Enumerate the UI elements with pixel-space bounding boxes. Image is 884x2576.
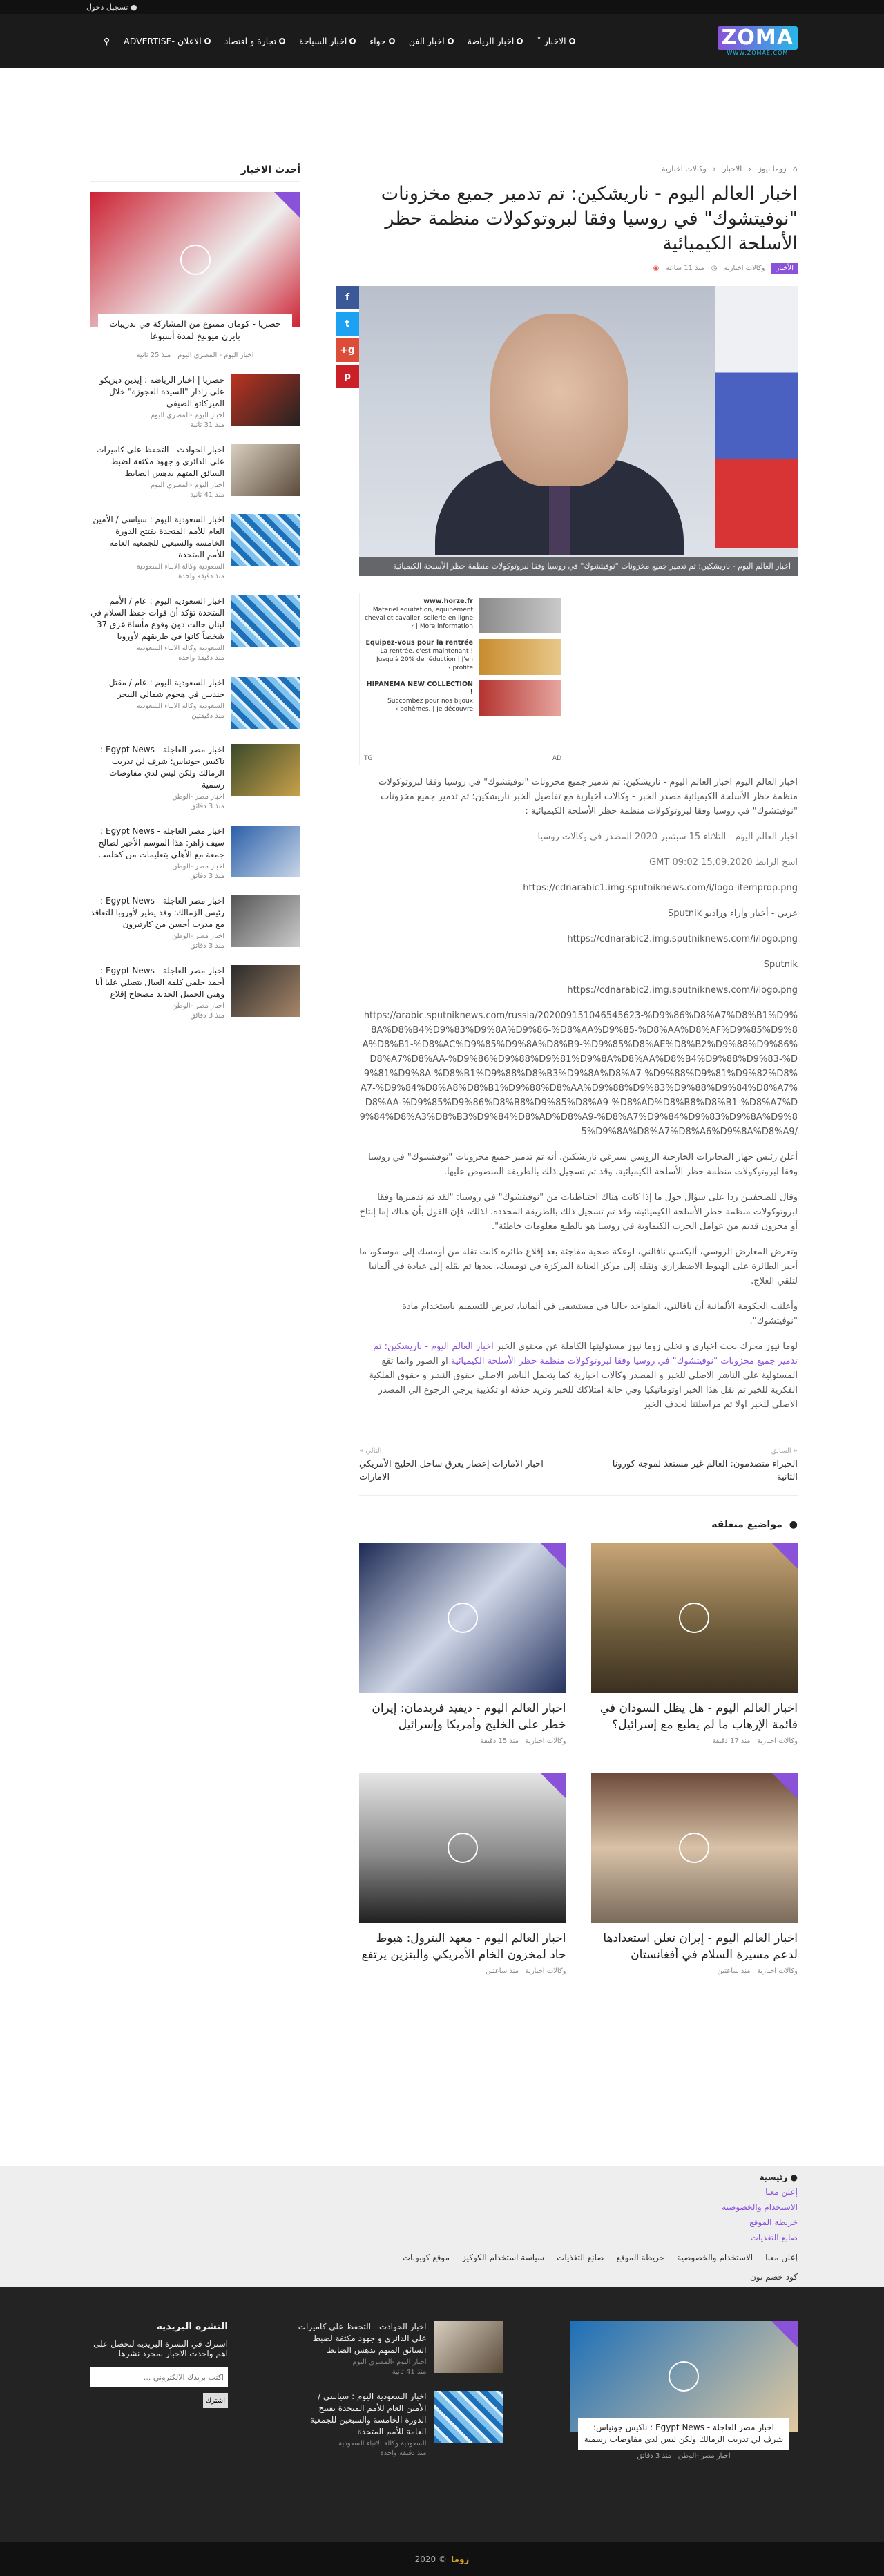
- footer-link[interactable]: إعلن معنا: [765, 2253, 798, 2262]
- circle-icon: [204, 38, 211, 44]
- related-thumb: [359, 1543, 566, 1693]
- circle-icon: [279, 38, 285, 44]
- ad-row[interactable]: www.horze.fr Materiel equitation, equipement cheval et cavalier, sellerie en ligne | More information ›: [360, 593, 566, 635]
- sidebar-item[interactable]: حصريا | اخبار الرياضة : إيدين ديزيكو على رادار "السيدة العجوزة" خلال الميركاتو الصيفي اخبار اليوم -المصري اليوم منذ 31 ثانية: [90, 374, 300, 429]
- circle-icon: [349, 38, 356, 44]
- footer-link[interactable]: خريطة الموقع: [749, 2217, 798, 2227]
- breadcrumb-home[interactable]: زوما نيوز: [758, 164, 787, 173]
- advertisement[interactable]: www.horze.fr Materiel equitation, equipement cheval et cavalier, sellerie en ligne | More information › Equipez-vous pour la rentrée La rentrée, c'est maintenant ! Jusqu'à 20% de réduction | J'en profite › HIPANEMA NEW COLLECTION ! Succombez pour nos bijoux bohèmes. | Je découvre › AD TG: [359, 593, 566, 765]
- footer-link[interactable]: خريطة الموقع: [616, 2253, 665, 2262]
- footer-link[interactable]: إعلن معنا: [765, 2187, 798, 2197]
- top-bar: [0, 0, 884, 14]
- newsletter-subscribe-button[interactable]: اشترك: [203, 2393, 228, 2408]
- article-title: اخبار العالم اليوم - ناريشكين: تم تدمير جميع مخزونات "نوفيتشوك" في روسيا وفقا لبروتوكولات منظمة حظر الأسلحة الكيميائية: [381, 183, 798, 254]
- related-card[interactable]: اخبار العالم اليوم - هل يظل السودان في قائمة الإرهاب ما لم يطبع مع إسرائيل؟ وكالات اخبارية منذ 17 دقيقة: [591, 1543, 798, 1745]
- nav-item-art[interactable]: اخبار الفن: [409, 36, 454, 46]
- nav-item-hawaa[interactable]: حواء: [369, 36, 395, 46]
- share-bar: [336, 286, 359, 388]
- sidebar-item[interactable]: اخبار مصر العاجلة - Egypt News : سيف زاهر: هذا الموسم الأخير لصالح جمعة مع الأهلي بتعليمات من كحلمب اخبار مصر -الوطن منذ 3 دقائق: [90, 826, 300, 880]
- article-meta: [359, 263, 798, 274]
- circle-icon: ●: [790, 2173, 798, 2182]
- play-icon: [448, 1833, 478, 1863]
- related-card[interactable]: اخبار العالم اليوم - معهد البترول: هبوط حاد لمخزون الخام الأمريكي والبنزين يرتفع وكالات اخبارية منذ ساعتين: [359, 1773, 566, 1975]
- sidebar-item[interactable]: اخبار السعودية اليوم : عام / الأمم المتحدة تؤكد أن قوات حفظ السلام في لبنان حالت دون وقوع مأساة غرق 37 شخصاً كانوا في طريقهم لأوروبا السعودية وكالة الانباء السعودية منذ دقيقة واحدة: [90, 595, 300, 662]
- footer-item[interactable]: اخبار السعودية اليوم : سياسي / الأمين العام للأمم المتحدة يفتتح الدورة الخامسة والسبعين للجمعية العامة للأمم المتحدة السعودية وكالة الانباء السعودية منذ دقيقة واحدة: [296, 2391, 503, 2457]
- source-link[interactable]: وكالات اخبارية: [724, 265, 765, 272]
- footer-widgets: [0, 2287, 884, 2542]
- newsletter-email-input[interactable]: [90, 2367, 228, 2387]
- home-icon: ⌂: [793, 164, 798, 173]
- breadcrumb-news[interactable]: الاخبار: [722, 164, 742, 173]
- prev-next-nav: [359, 1433, 798, 1496]
- chevron-down-icon: ˅: [537, 35, 541, 46]
- publish-time: منذ 11 ساعة: [666, 265, 704, 272]
- related-thumb: [591, 1773, 798, 1923]
- portrait-photo: [490, 314, 628, 486]
- breadcrumb-agencies[interactable]: وكالات اخبارية: [662, 164, 707, 173]
- nav-item-sports[interactable]: اخبار الرياضة: [468, 36, 523, 46]
- nav-item-tourism[interactable]: اخبار السياحة: [299, 36, 356, 46]
- ad-row[interactable]: HIPANEMA NEW COLLECTION ! Succombez pour nos bijoux bohèmes. | Je découvre ›: [360, 676, 566, 718]
- related-thumb: [359, 1773, 566, 1923]
- footer-links: [0, 2166, 884, 2287]
- footer-link[interactable]: الاستخدام والخصوصية: [677, 2253, 753, 2262]
- previous-article-link[interactable]: « السابق الخبراء متصدمون: العالم غير مستعد لموجة كورونا الثانية: [612, 1447, 798, 1482]
- article-image: [359, 286, 798, 576]
- footer-featured[interactable]: اخبار مصر العاجلة - Egypt News : ناكيس جونياس: شرف لي تدريب الزمالك ولكن ليس لدي مفاوضات رسمية اخبار مصر -الوطن منذ 3 دقائق: [570, 2321, 798, 2460]
- article-text: اخبار العالم اليوم اخبار العالم اليوم - ناريشكين: تم تدمير جميع مخزونات "نوفيتشوك" في روسيا وفقا لبروتوكولات منظمة حظر الأسلحة الكيميائية مصدر الخبر - وكالات اخبارية مع تفاصيل الخبر ناريشكين: تم تدمير جميع مخزونات "نوفيتشوك" في روسيا وفقا لبروتوكولات منظمة حظر الأسلحة الكيميائية : اخبار العالم اليوم - الثلاثاء 15 سبتمبر 2020 المصدر في وكالات روسيا اسخ الرابط GMT 09:02 15.09.2020 https://cdnarabic1.img.sputniknews.com/i/logo-itemprop.png عربي - أخبار وآراء وراديو Sputnik https://cdnarabic2.img.sputniknews.com/i/logo.png Sputnik https://cdnarabic2.img.sputniknews.com/i/logo.png https://arabic.sputniknews.com/russia/202009151046545623-%D9%86%D8%A7%D8%B1%D9%8A%D8%B4%D9%83%D9%8A%D9%86-%D8%AA%D9%85-%D8%AA%D8%AF%D9%85%D9%8A%D8%B1-%D8%AC%D9%85%D9%8A%D8%B9-%D9%85%D8%AE%D8%B2%D9%88%D9%86%D8%A7%D8%AA-%D9%86%D9%88%D9%81%D9%8A%D8%AA%D8%B4%D9%88%D9%83-%D9%81%D9%8A-%D8%B1%D9%88%D8%B3%D9%8A%D8%A7-%D9%88%D9%81%D9%82%D8%A7-%D9%84%D8%A8%D8%B1%D9%88%D8%AA%D9%88%D9%83%D9%88%D9%84%D8%A7%D8%AA-%D9%85%D9%86%D8%B8%D9%85%D8%A9-%D8%AD%D8%B8%D8%B1-%D8%A7%D9%84%D8%A3%D8%B3%D9%84%D8%AD%D8%A9-%D8%A7%D9%84%D9%83%D9%8A%D9%85%D9%8A%D8%A7%D8%A6%D9%8A%D8%A9/ أعلن رئيس جهاز المخابرات الخارجية الروسي سيرغي ناريشكين، أنه تم تدمير جميع مخزونات "نوفيتشوك" في روسيا وفقا لبروتوكولات منظمة حظر الأسلحة الكيميائية، وقد تم تسجيل ذلك بالطريقة المنصوص عليها. وقال للصحفيين ردا على سؤال حول ما إذا كانت هناك احتياطيات من "نوفيتشوك" في روسيا: "لقد تم تدميرها وفقا لبروتوكولات منظمة حظر الأسلحة الكيميائية، وقد تم تسجيل ذلك بالطريقة المحددة. لذلك، فإن القول بأن هناك إما إنتاج أو مخزون قديم من عوامل الحرب الكيماوية في روسيا هو بالطبع معلومات خاطئة". وتعرض المعارض الروسي، أليكسي نافالني، لوعكة صحية مفاجئة بعد إقلاع طائرة كانت تقله من أومسك إلى موسكو، ما أجبر الطائرة على الهبوط الاضطراري ونقله إلى مركز العناية المركزة في تومسك، بعدها تم نقله إلى عيادة في ألمانيا لتلقي العلاج. وأعلنت الحكومة الألمانية أن نافالني، المتواجد حاليا في مستشفى في ألمانيا، تعرض للتسميم باستخدام مادة "نوفيتشوك". لوما نيوز محرك بحث اخباري و تخلي زوما نيوز مسئوليتها الكاملة عن محتوي الخبر اخبار العالم اليوم - ناريشكين: تم تدمير جميع مخزونات "نوفيتشوك" في روسيا وفقا لبروتوكولات منظمة حظر الأسلحة الكيميائية او الصور وانما تقع المسئولية على الناشر الاصلي للخبر و المصدر وكالات اخبارية كما يتحمل الناشر الاصلي حقوق النشر و حقوق الملكية الفكرية للخبر تم نقل هذا الخبر اوتوماتيكيا وفي حالة امتلاكك للخبر وتريد حذفة او تكذيبة يرجي الرجوع الي المصدر الاصلي للخبر اولا ثم مراسلتنا لحذف الخبر: [359, 765, 798, 1412]
- hot-icon: ◉: [653, 265, 660, 272]
- play-icon: [679, 1603, 709, 1633]
- breadcrumb: ⌂ زوما نيوز ‹ الاخبار ‹ وكالات اخبارية: [662, 164, 798, 173]
- ad-image: [479, 680, 561, 716]
- play-icon: [448, 1603, 478, 1633]
- twitter-share-icon[interactable]: t: [336, 312, 359, 336]
- googleplus-share-icon[interactable]: g+: [336, 338, 359, 362]
- sidebar-title: أحدث الاخبار: [90, 164, 300, 182]
- nav-item-news[interactable]: الاخبار ˅: [537, 36, 575, 46]
- sidebar-item[interactable]: اخبار السعودية اليوم : عام / مقتل جنديين في هجوم شمالي النيجر السعودية وكالة الانباء السعودية منذ دقيقتين: [90, 677, 300, 729]
- disclaimer: لوما نيوز محرك بحث اخباري و تخلي زوما نيوز مسئوليتها الكاملة عن محتوي الخبر اخبار العالم اليوم - ناريشكين: تم تدمير جميع مخزونات "نوفيتشوك" في روسيا وفقا لبروتوكولات منظمة حظر الأسلحة الكيميائية او الصور وانما تقع المسئولية على الناشر الاصلي للخبر و المصدر وكالات اخبارية كما يتحمل الناشر الاصلي حقوق النشر و حقوق الملكية الفكرية للخبر تم نقل هذا الخبر اوتوماتيكيا وفي حالة امتلاكك للخبر وتريد حذفة او تكذيبة يرجي الرجوع الي المصدر الاصلي للخبر اولا ثم مراسلتنا لحذف الخبر: [369, 1342, 798, 1410]
- login-link[interactable]: ● تسجيل دخول: [86, 2, 137, 12]
- article-body-wrap: [340, 286, 798, 1412]
- article-main: [340, 95, 798, 1975]
- facebook-share-icon[interactable]: f: [336, 286, 359, 309]
- related-icon: ●: [789, 1519, 798, 1530]
- circle-icon: [389, 38, 395, 44]
- ad-choices-icon[interactable]: AD: [552, 755, 561, 762]
- image-caption: اخبار العالم اليوم - ناريشكين: تم تدمير جميع مخزونات "نوفيتشوك" في روسيا وفقا لبروتوكولات منظمة حظر الأسلحة الكيميائية: [359, 557, 798, 576]
- nav-item-economy[interactable]: تجارة و اقتصاد: [224, 36, 285, 46]
- footer-logo[interactable]: زوما: [451, 2554, 470, 2564]
- sidebar-latest: [90, 95, 300, 1020]
- russian-flag: [715, 286, 798, 548]
- category-badge[interactable]: الأخبار: [771, 263, 798, 274]
- footer-item[interactable]: اخبار الحوادث - التحفظ على كاميرات على الدائري و جهود مكثفة لضبط السائق المتهم بدهس الضابط اخبار اليوم -المصري اليوم منذ 41 ثانية: [296, 2321, 503, 2376]
- play-icon: [180, 245, 211, 275]
- copyright-text: © 2020: [414, 2554, 448, 2564]
- sidebar-item[interactable]: اخبار الحوادث - التحفظ على كاميرات على الدائري و جهود مكثفة لضبط السائق المتهم بدهس الضابط اخبار اليوم -المصري اليوم منذ 41 ثانية: [90, 444, 300, 499]
- related-grid: [359, 1543, 798, 1975]
- search-icon[interactable]: ⚲: [104, 35, 110, 46]
- footer-link[interactable]: صانع التغذيات: [557, 2253, 604, 2262]
- play-icon: [679, 1833, 709, 1863]
- related-card[interactable]: اخبار العالم اليوم - إيران تعلن استعدادها لدعم مسيرة السلام في أفغانستان وكالات اخبارية منذ ساعتين: [591, 1773, 798, 1975]
- footer-link[interactable]: صانع التغذيات: [750, 2233, 798, 2242]
- circle-icon: [517, 38, 523, 44]
- footer-link[interactable]: سياسة استخدام الكوكيز: [462, 2253, 545, 2262]
- article-link[interactable]: اخبار العالم اليوم - ناريشكين: تم تدمير جميع مخزونات "نوفيتشوك" في روسيا وفقا لبروتوكولات منظمة حظر الأسلحة الكيميائية: [373, 1342, 798, 1366]
- footer-home[interactable]: ● رئيسية: [759, 2173, 798, 2182]
- site-header: [0, 14, 884, 68]
- sidebar-item[interactable]: اخبار مصر العاجلة - Egypt News : رئيس الزمالك: وقد يطير لأوروبا للتعاقد مع مدرب أحسن من كارتيرون اخبار مصر -الوطن منذ 3 دقائق: [90, 895, 300, 950]
- related-card[interactable]: اخبار العالم اليوم - ديفيد فريدمان: إيران خطر على الخليج وأمريكا وإسرائيل وكالات اخبارية منذ 15 دقيقة: [359, 1543, 566, 1745]
- footer-row: [86, 2253, 798, 2262]
- pinterest-share-icon[interactable]: p: [336, 365, 359, 388]
- ad-image: [479, 598, 561, 633]
- sidebar-featured[interactable]: حصريا - كومان ممنوع من المشاركة في تدريبات بايرن ميونيخ لمدة أسبوعا اخبار اليوم - المصري اليوم منذ 25 ثانية: [90, 192, 300, 359]
- related-section-title: ● مواضيع متعلقة: [359, 1519, 798, 1530]
- circle-icon: [569, 38, 575, 44]
- newsletter: النشرة البريدية اشترك في النشرة البريدية لتحصل على اهم واحدث الاخبار بمجرد نشرها اكتب بريدك الالكتروني ... اشترك: [86, 2321, 228, 2460]
- footer-link[interactable]: الاستخدام والخصوصية: [722, 2202, 798, 2212]
- site-logo[interactable]: ZOMA WWW.ZOMAE.COM: [718, 26, 798, 56]
- sidebar-item[interactable]: اخبار السعودية اليوم : سياسي / الأمين العام للأمم المتحدة يفتتح الدورة الخامسة والسبعين للجمعية العامة للأمم المتحدة السعودية وكالة الانباء السعودية منذ دقيقة واحدة: [90, 514, 300, 580]
- next-article-link[interactable]: التالي » اخبار الامارات إعصار يغرق ساحل الخليج الأمريكي الامارات: [359, 1447, 544, 1482]
- sidebar-item[interactable]: اخبار مصر العاجلة - Egypt News : ناكيس جونياس: شرف لي تدريب الزمالك ولكن ليس لدي مفاوضات رسمية اخبار مصر -الوطن منذ 3 دقائق: [90, 744, 300, 810]
- clock-icon: ◷: [711, 265, 718, 272]
- ad-image: [479, 639, 561, 675]
- featured-thumb: [90, 192, 300, 327]
- circle-icon: [448, 38, 454, 44]
- sidebar-item[interactable]: اخبار مصر العاجلة - Egypt News : أحمد حلمي كلمة العيال بتصلي عليا أنا وهني الجميل الجديد مصحاح إقلاع اخبار مصر -الوطن منذ 3 دقائق: [90, 965, 300, 1020]
- copyright-bar: [0, 2542, 884, 2576]
- main-nav: [104, 36, 575, 46]
- nav-item-advertise[interactable]: الاعلان -ADVERTISE: [124, 36, 211, 46]
- footer-link[interactable]: موقع كوبونات: [402, 2253, 450, 2262]
- footer-featured-thumb: [570, 2321, 798, 2432]
- play-icon: [669, 2361, 699, 2392]
- related-thumb: [591, 1543, 798, 1693]
- coupon-link[interactable]: كود خصم نون: [749, 2272, 798, 2282]
- ad-row[interactable]: Equipez-vous pour la rentrée La rentrée, c'est maintenant ! Jusqu'à 20% de réduction | J'en profite ›: [360, 635, 566, 676]
- user-icon: ●: [131, 2, 137, 12]
